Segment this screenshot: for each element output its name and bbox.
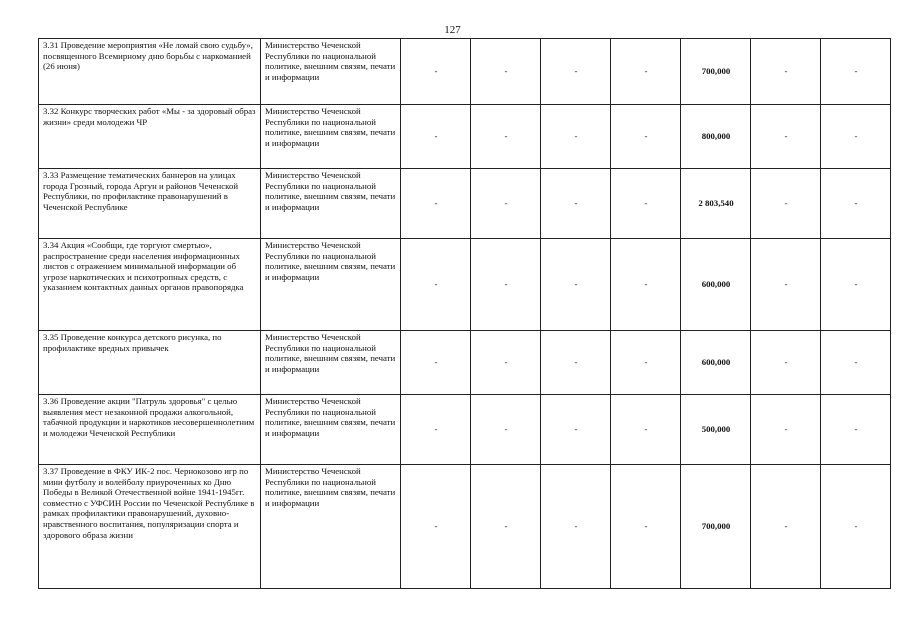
organization-cell: Министерство Чеченской Республики по национальной политике, внешним связям, печати и информации [261,465,401,589]
value-cell: - [401,395,471,465]
value-cell: - [821,105,891,169]
value-cell: - [751,465,821,589]
amount-cell: 2 803,540 [681,169,751,239]
value-cell: - [401,239,471,331]
value-cell: - [611,239,681,331]
value-cell: - [401,169,471,239]
value-cell: - [471,39,541,105]
value-cell: - [611,105,681,169]
value-cell: - [471,105,541,169]
table-row [39,169,891,239]
value-cell: - [751,331,821,395]
value-cell: - [471,395,541,465]
amount-cell: 600,000 [681,239,751,331]
value-cell: - [751,239,821,331]
value-cell: - [751,105,821,169]
value-cell: - [401,105,471,169]
activity-cell: 3.34 Акция «Сообщи, где торгуют смертью», распространение среди населения информационных листов с отражением минимальной информации об угрозе наркотических и психотропных средств, с указанием контактных данных органов правопорядка [39,239,261,331]
organization-cell: Министерство Чеченской Республики по национальной политике, внешним связям, печати и информации [261,105,401,169]
value-cell: - [541,169,611,239]
value-cell: - [751,395,821,465]
value-cell: - [401,331,471,395]
activity-cell: 3.32 Конкурс творческих работ «Мы - за здоровый образ жизни» среди молодежи ЧР [39,105,261,169]
value-cell: - [611,331,681,395]
value-cell: - [821,331,891,395]
activities-table [38,38,891,589]
value-cell: - [541,395,611,465]
table-row [39,465,891,589]
value-cell: - [401,39,471,105]
amount-cell: 500,000 [681,395,751,465]
value-cell: - [541,331,611,395]
activity-cell: 3.37 Проведение в ФКУ ИК-2 пос. Чернокозово игр по мини футболу и волейболу приуроченных ко Дню Победы в Великой Отечественной войне 1941-1945гг. совместно с УФСИН России по Чеченской Республике в рамках профилактики правонарушений, духовно-нравственного воспитания, популяризации спорта и здорового образа жизни [39,465,261,589]
value-cell: - [471,331,541,395]
amount-cell: 800,000 [681,105,751,169]
value-cell: - [541,39,611,105]
organization-cell: Министерство Чеченской Республики по национальной политике, внешним связям, печати и информации [261,331,401,395]
value-cell: - [611,465,681,589]
table-row [39,39,891,105]
table-row [39,105,891,169]
value-cell: - [541,105,611,169]
organization-cell: Министерство Чеченской Республики по национальной политике, внешним связям, печати и информации [261,169,401,239]
table-row [39,239,891,331]
value-cell: - [821,39,891,105]
activity-cell: 3.31 Проведение мероприятия «Не ломай свою судьбу», посвященного Всемирному дню борьбы с наркоманией (26 июня) [39,39,261,105]
activity-cell: 3.36 Проведение акции "Патруль здоровья" с целью выявления мест незаконной продажи алкогольной, табачной продукции и наркотиков несовершеннолетним и молодежи Чеченской Республики [39,395,261,465]
organization-cell: Министерство Чеченской Республики по национальной политике, внешним связям, печати и информации [261,239,401,331]
page-number: 127 [444,24,461,36]
value-cell: - [541,239,611,331]
value-cell: - [611,395,681,465]
organization-cell: Министерство Чеченской Республики по национальной политике, внешним связям, печати и информации [261,39,401,105]
value-cell: - [821,395,891,465]
amount-cell: 600,000 [681,331,751,395]
value-cell: - [611,39,681,105]
value-cell: - [751,169,821,239]
amount-cell: 700,000 [681,465,751,589]
value-cell: - [611,169,681,239]
value-cell: - [471,465,541,589]
value-cell: - [751,39,821,105]
activity-cell: 3.35 Проведение конкурса детского рисунка, по профилактике вредных привычек [39,331,261,395]
value-cell: - [471,239,541,331]
amount-cell: 700,000 [681,39,751,105]
value-cell: - [821,169,891,239]
organization-cell: Министерство Чеченской Республики по национальной политике, внешним связям, печати и информации [261,395,401,465]
table-row [39,395,891,465]
value-cell: - [541,465,611,589]
value-cell: - [401,465,471,589]
value-cell: - [471,169,541,239]
value-cell: - [821,239,891,331]
table-row [39,331,891,395]
value-cell: - [821,465,891,589]
activity-cell: 3.33 Размещение тематических баннеров на улицах города Грозный, города Аргун и районов Чеченской Республики, по профилактике правонарушений в Чеченской Республике [39,169,261,239]
